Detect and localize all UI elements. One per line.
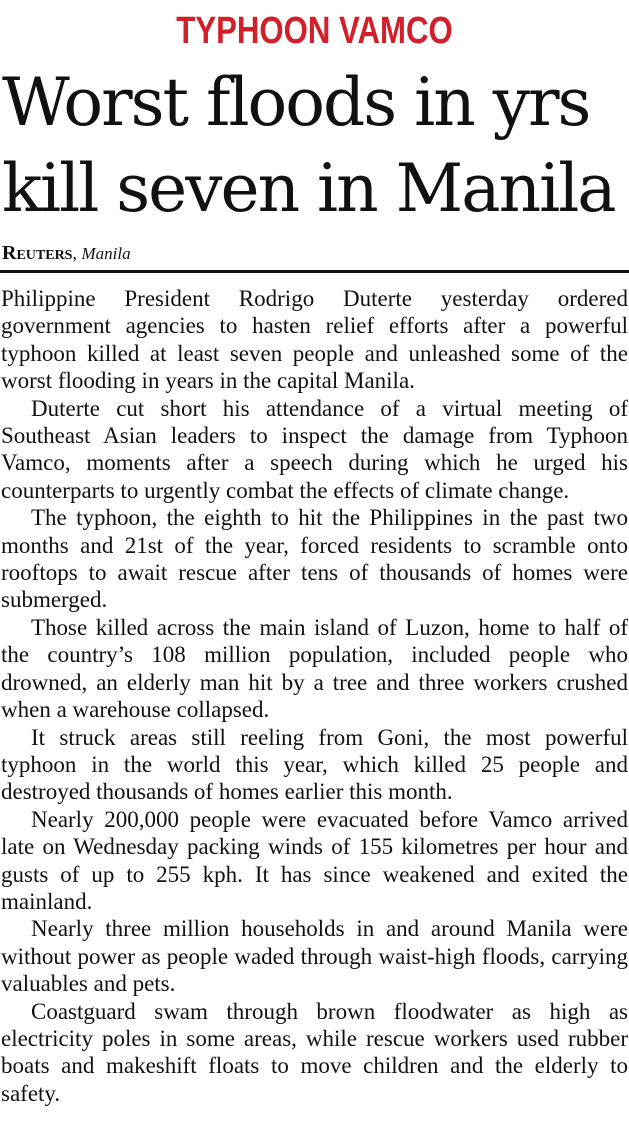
byline xyxy=(2,240,622,267)
paragraph: It struck areas still reeling from Goni, the most powerful typhoon in the world this year, which killed 25 people and destroyed thousands of homes earlier this month. xyxy=(1,724,628,805)
paragraph: Coastguard swam through brown floodwater as high as electricity poles in some areas, while rescue workers used rubber boats and makeshift floats to move children and the elderly to safety. xyxy=(1,998,628,1106)
section-kicker: TYPHOON VAMCO xyxy=(176,10,453,52)
paragraph: Philippine President Rodrigo Duterte yesterday ordered government agencies to hasten relief efforts after a powerful typhoon killed at least seven people and unleashed some of the worst flooding in years in the capital Manila. xyxy=(1,286,628,394)
headline xyxy=(2,60,629,232)
paragraph: The typhoon, the eighth to hit the Philippines in the past two months and 21st of the year, forced residents to scramble onto rooftops to await rescue after tens of thousands of homes were submerged. xyxy=(1,505,628,613)
headline-line-1: Worst floods in yrs xyxy=(2,64,590,141)
paragraph: Nearly 200,000 people were evacuated before Vamco arrived late on Wednesday packing winds of 155 kilometres per hour and gusts of up to 255 kph. It has since weakened and exited the mainland. xyxy=(1,806,628,914)
byline-place: Manila xyxy=(81,244,131,263)
paragraph: Duterte cut short his attendance of a virtual meeting of Southeast Asian leaders to inspect the damage from Typhoon Vamco, moments after a speech during which he urged his counterparts to urgently combat the effects of climate change. xyxy=(1,395,628,503)
paragraph: Those killed across the main island of Luzon, home to half of the country’s 108 million population, included people who drowned, an elderly man hit by a tree and three workers crushed when a warehouse collapsed. xyxy=(1,614,628,723)
paragraph: Nearly three million households in and around Manila were without power as people waded through waist-high floods, carrying valuables and pets. xyxy=(1,916,628,997)
headline-line-2: kill seven in Manila xyxy=(2,150,615,227)
byline-agency: Reuters xyxy=(2,242,73,264)
divider-rule xyxy=(0,270,629,273)
byline-separator: , xyxy=(72,243,77,263)
article-body xyxy=(1,285,628,1107)
